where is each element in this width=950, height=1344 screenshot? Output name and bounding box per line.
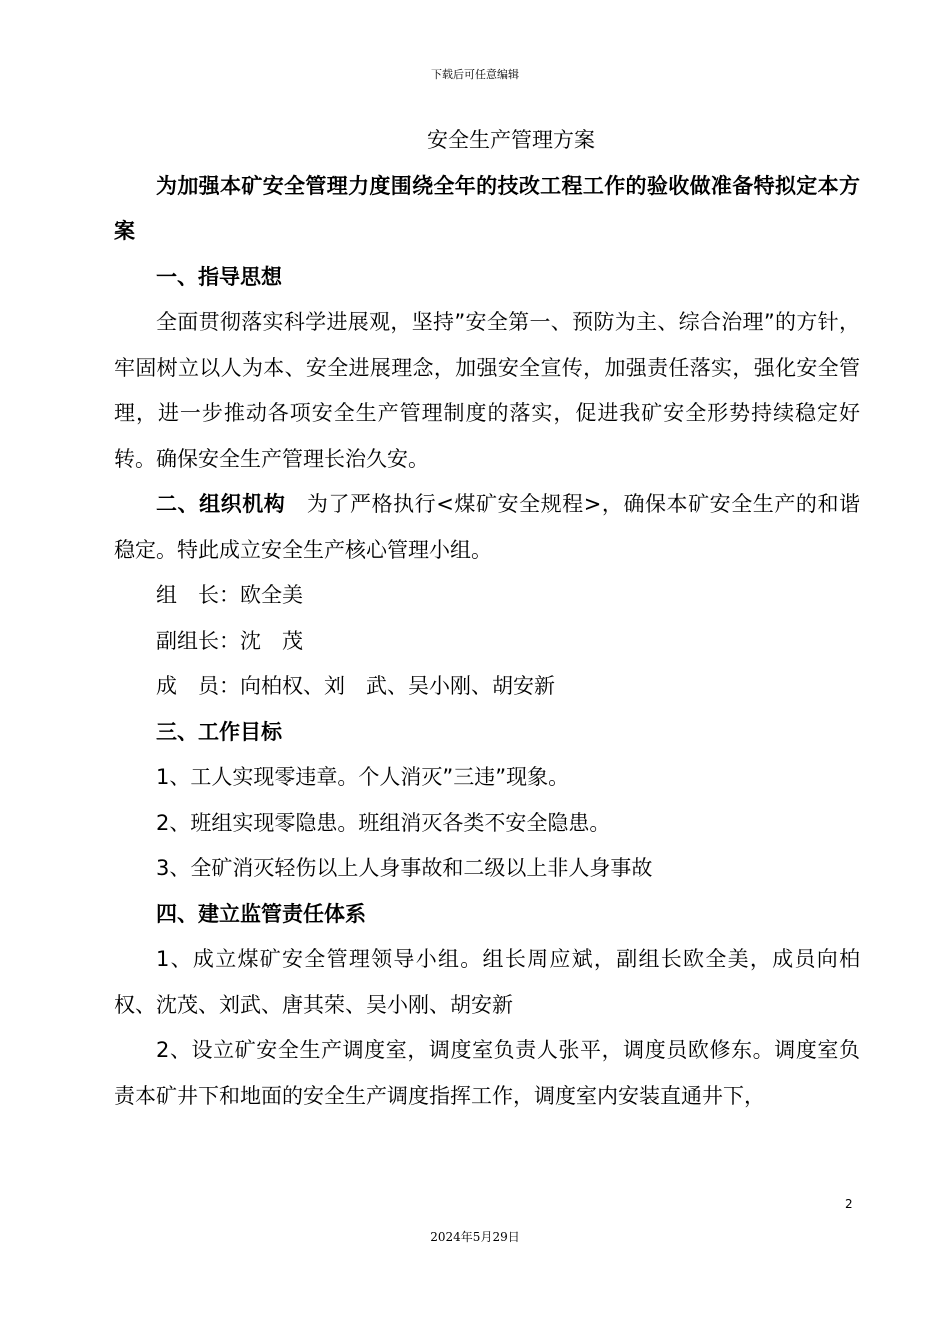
member-deputy-leader: 副组长：沈 茂 (156, 628, 303, 653)
supervision-item: 1、成立煤矿安全管理领导小组。组长周应斌，副组长欧全美，成员向柏权、沈茂、刘武、唐其荣、吴小刚、胡安新 (114, 947, 860, 1017)
goal-item: 2、班组实现零隐患。班组消灭各类不安全隐患。 (156, 810, 611, 835)
page-number: 2 (845, 1197, 853, 1211)
section-heading-supervision: 四、建立监管责任体系 (156, 901, 366, 926)
member-leader: 组 长：欧全美 (156, 583, 303, 607)
goal-item: 3、全矿消灭轻伤以上人身事故和二级以上非人身事故 (156, 856, 653, 880)
goal-item: 1、工人实现零违章。个人消灭”三违”现象。 (156, 765, 570, 789)
member-list: 成 员：向柏权、刘 武、吴小刚、胡安新 (156, 674, 555, 698)
section-heading-guiding-thought: 一、指导思想 (156, 264, 282, 289)
document-body (114, 118, 860, 1119)
document-title: 安全生产管理方案 (427, 128, 595, 152)
guiding-thought-paragraph: 全面贯彻落实科学进展观，坚持”安全第一、预防为主、综合治理”的方针，牢固树立以人为本、安全进展理念，加强安全宣传，加强责任落实，强化安全管理，进一步推动各项安全生产管理制度的落实，促进我矿安全形势持续稳定好转。确保安全生产管理长治久安。 (114, 310, 860, 471)
organization-paragraph (114, 482, 860, 573)
section-heading-organization: 二、组织机构 (156, 492, 286, 516)
header-note: 下载后可任意编辑 (431, 68, 519, 81)
supervision-item: 2、设立矿安全生产调度室，调度室负责人张平，调度员欧修东。调度室负责本矿井下和地面的安全生产调度指挥工作，调度室内安装直通井下， (114, 1038, 860, 1108)
lead-paragraph: 为加强本矿安全管理力度围绕全年的技改工程工作的验收做准备特拟定本方案 (114, 173, 860, 243)
footer-date: 2024年5月29日 (430, 1230, 520, 1244)
section-heading-goals: 三、工作目标 (156, 719, 282, 744)
organization-body: 为了严格执行<煤矿安全规程>，确保本矿安全生产的和谐稳定。特此成立安全生产核心管理小组。 (114, 492, 860, 562)
